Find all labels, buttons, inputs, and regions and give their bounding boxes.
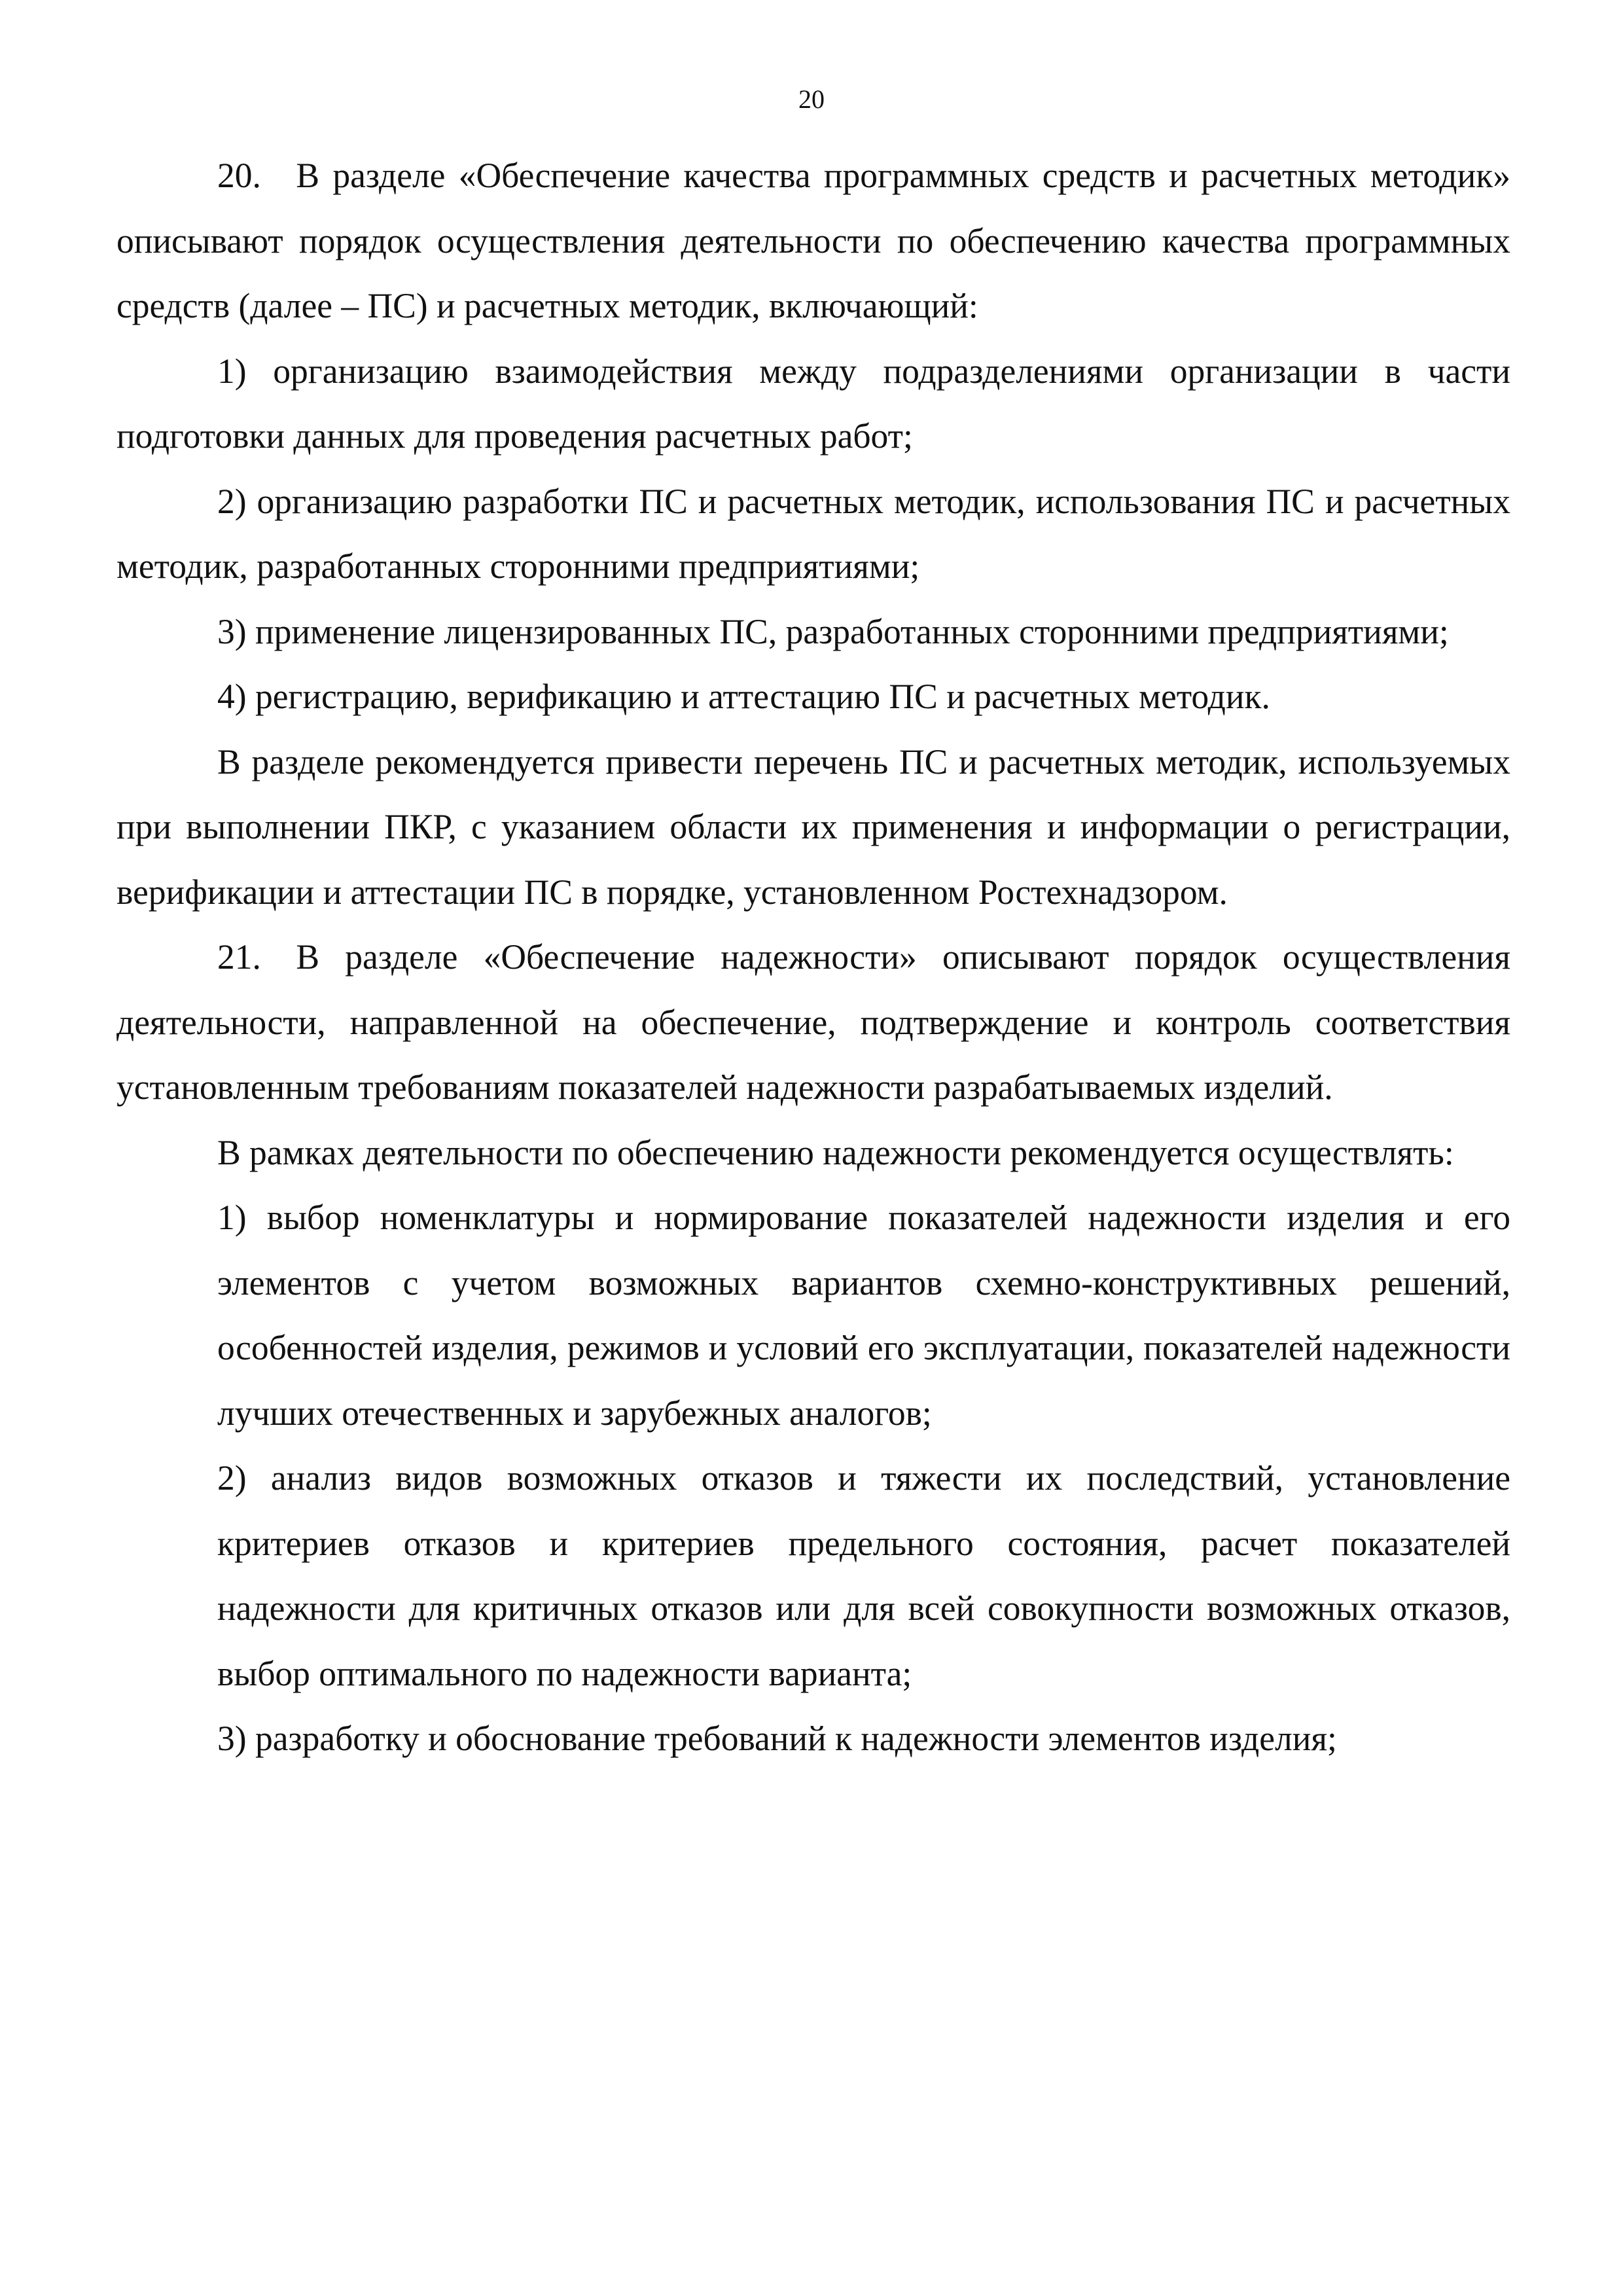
paragraph-recommendation: В разделе рекомендуется привести перечень ПС и расчетных методик, используемых при выполнении ПКР, с указанием области их применения и информации о регистрации, верификации и аттестации ПС в порядке, установленном Ростехнадзором. xyxy=(116,742,1510,912)
list-item: 3) разработку и обоснование требований к надежности элементов изделия; xyxy=(217,1719,1337,1758)
paragraph-reliability-intro: В рамках деятельности по обеспечению надежности рекомендуется осуществлять: xyxy=(217,1132,1454,1172)
paragraph-item-2: 2) организацию разработки ПС и расчетных методик, использования ПС и расчетных методик, разработанных сторонними предприятиями; xyxy=(116,481,1510,586)
paragraph-item-3: 3) применение лицензированных ПС, разработанных сторонними предприятиями; xyxy=(217,611,1449,651)
page-number: 20 xyxy=(798,84,825,114)
paragraph-item-1: 1) организацию взаимодействия между подразделениями организации в части подготовки данных для проведения расчетных работ; xyxy=(116,351,1510,456)
paragraph-20: 20. В разделе «Обеспечение качества программных средств и расчетных методик» описывают порядок осуществления деятельности по обеспечению качества программных средств (далее – ПС) и расчетных методик, включающий: xyxy=(116,156,1510,325)
paragraph-item-4: 4) регистрацию, верификацию и аттестацию ПС и расчетных методик. xyxy=(217,677,1270,716)
list-item: 2) анализ видов возможных отказов и тяжести их последствий, установление критериев отказов и критериев предельного состояния, расчет показателей надежности для критичных отказов или для всей совокупности возможных отказов, выбор оптимального по надежности варианта; xyxy=(217,1458,1510,1693)
body-text xyxy=(116,143,1510,1772)
paragraph-21: 21. В разделе «Обеспечение надежности» описывают порядок осуществления деятельности, направленной на обеспечение, подтверждение и контроль соответствия установленным требованиям показателей надежности разрабатываемых изделий. xyxy=(116,937,1510,1107)
list-item: 1) выбор номенклатуры и нормирование показателей надежности изделия и его элементов с учетом возможных вариантов схемно-конструктивных решений, особенностей изделия, режимов и условий его эксплуатации, показателей надежности лучших отечественных и зарубежных аналогов; xyxy=(217,1198,1510,1433)
